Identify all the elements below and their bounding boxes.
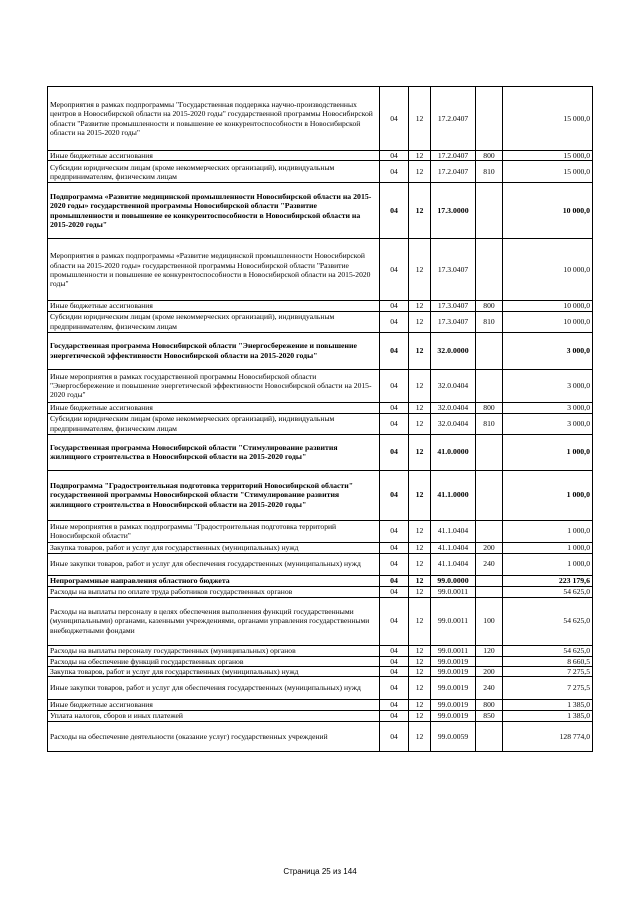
row-subsection-cell: 12 (409, 161, 431, 183)
row-subsection-cell: 12 (409, 520, 431, 542)
row-subsection-cell: 12 (409, 677, 431, 700)
table-row (48, 402, 593, 413)
row-amount-cell: 3 000,0 (503, 369, 593, 402)
row-expense-type-cell (476, 656, 503, 666)
row-amount-cell: 7 275,5 (503, 666, 593, 676)
row-section-cell: 04 (380, 332, 409, 369)
row-amount-cell: 10 000,0 (503, 301, 593, 311)
row-name-cell: Иные бюджетные ассигнования (48, 151, 380, 161)
row-expense-type-cell: 810 (476, 311, 503, 332)
table-row (48, 520, 593, 542)
row-section-cell: 04 (380, 470, 409, 520)
row-name-cell: Иные бюджетные ассигнования (48, 301, 380, 311)
row-expense-type-cell: 800 (476, 301, 503, 311)
row-expense-type-cell (476, 722, 503, 752)
row-name-cell: Иные бюджетные ассигнования (48, 402, 380, 413)
row-amount-cell: 1 000,0 (503, 553, 593, 575)
row-name-cell: Расходы на обеспечение деятельности (оказание услуг) государственных учреждений (48, 722, 380, 752)
row-amount-cell: 1 000,0 (503, 520, 593, 542)
row-name-cell: Субсидии юридическим лицам (кроме некоммерческих организаций), индивидуальным предпринимателям, физическим лицам (48, 311, 380, 332)
row-expense-type-cell: 100 (476, 597, 503, 645)
row-section-cell: 04 (380, 586, 409, 597)
row-name-cell: Государственная программа Новосибирской области "Энергосбережение и повышение энергетической эффективности Новосибирской области на 2015-2020 годы" (48, 332, 380, 369)
row-section-cell: 04 (380, 161, 409, 183)
row-expense-type-cell (476, 183, 503, 239)
budget-table (47, 86, 593, 752)
row-subsection-cell: 12 (409, 332, 431, 369)
row-target-article-cell: 41.0.0000 (431, 434, 476, 470)
row-amount-cell: 1 000,0 (503, 470, 593, 520)
table-row (48, 645, 593, 656)
row-section-cell: 04 (380, 575, 409, 586)
budget-table-body (48, 87, 593, 752)
row-target-article-cell: 17.2.0407 (431, 161, 476, 183)
row-target-article-cell: 99.0.0059 (431, 722, 476, 752)
row-name-cell: Подпрограмма "Градостроительная подготовка территорий Новосибирской области" государственной программы Новосибирской области "Стимулирование развития жилищного строительства в Новосибирской области на 2015-2020 годы" (48, 470, 380, 520)
row-subsection-cell: 12 (409, 402, 431, 413)
row-target-article-cell: 17.3.0407 (431, 239, 476, 301)
row-expense-type-cell: 800 (476, 700, 503, 711)
row-target-article-cell: 99.0.0019 (431, 666, 476, 676)
row-expense-type-cell (476, 332, 503, 369)
row-amount-cell: 3 000,0 (503, 402, 593, 413)
row-expense-type-cell: 200 (476, 666, 503, 676)
row-expense-type-cell: 800 (476, 402, 503, 413)
row-subsection-cell: 12 (409, 666, 431, 676)
row-expense-type-cell: 810 (476, 413, 503, 434)
table-row (48, 656, 593, 666)
row-target-article-cell: 99.0.0019 (431, 677, 476, 700)
row-amount-cell: 54 625,0 (503, 645, 593, 656)
row-name-cell: Подпрограмма «Развитие медицинской промышленности Новосибирской области на 2015-2020 годы» государственной программы Новосибирской области "Развитие промышленности и повышение ее конкурентоспособности в Новосибирской области на 2015-2020 годы" (48, 183, 380, 239)
row-subsection-cell: 12 (409, 553, 431, 575)
row-expense-type-cell: 850 (476, 711, 503, 722)
row-subsection-cell: 12 (409, 586, 431, 597)
row-target-article-cell: 41.1.0404 (431, 542, 476, 553)
row-section-cell: 04 (380, 301, 409, 311)
row-target-article-cell: 99.0.0011 (431, 586, 476, 597)
row-section-cell: 04 (380, 597, 409, 645)
row-section-cell: 04 (380, 311, 409, 332)
row-name-cell: Уплата налогов, сборов и иных платежей (48, 711, 380, 722)
table-row (48, 711, 593, 722)
row-subsection-cell: 12 (409, 301, 431, 311)
row-amount-cell: 128 774,0 (503, 722, 593, 752)
row-name-cell: Мероприятия в рамках подпрограммы «Развитие медицинской промышленности Новосибирской области на 2015-2020 годы» государственной программы Новосибирской области "Развитие промышленности и повышение ее конкурентоспособности в Новосибирской области на 2015-2020 годы" (48, 239, 380, 301)
row-subsection-cell: 12 (409, 645, 431, 656)
row-name-cell: Закупка товаров, работ и услуг для государственных (муниципальных) нужд (48, 666, 380, 676)
table-row (48, 434, 593, 470)
row-section-cell: 04 (380, 677, 409, 700)
row-section-cell: 04 (380, 369, 409, 402)
row-name-cell: Непрограммные направления областного бюджета (48, 575, 380, 586)
row-expense-type-cell: 240 (476, 553, 503, 575)
table-row (48, 151, 593, 161)
row-expense-type-cell (476, 520, 503, 542)
row-subsection-cell: 12 (409, 597, 431, 645)
row-section-cell: 04 (380, 711, 409, 722)
row-name-cell: Расходы на выплаты персоналу в целях обеспечения выполнения функций государственными (муниципальными) органами, казенными учреждениями, органами управления государственными внебюджетными фондами (48, 597, 380, 645)
row-section-cell: 04 (380, 666, 409, 676)
row-expense-type-cell (476, 586, 503, 597)
row-subsection-cell: 12 (409, 656, 431, 666)
row-name-cell: Расходы на выплаты персоналу государственных (муниципальных) органов (48, 645, 380, 656)
row-subsection-cell: 12 (409, 87, 431, 151)
table-row (48, 470, 593, 520)
row-section-cell: 04 (380, 520, 409, 542)
row-expense-type-cell: 800 (476, 151, 503, 161)
row-name-cell: Закупка товаров, работ и услуг для государственных (муниципальных) нужд (48, 542, 380, 553)
row-subsection-cell: 12 (409, 700, 431, 711)
row-target-article-cell: 41.1.0404 (431, 520, 476, 542)
row-section-cell: 04 (380, 87, 409, 151)
row-name-cell: Мероприятия в рамках подпрограммы "Государственная поддержка научно-производственных центров в Новосибирской области на 2015-2020 годы" государственной программы Новосибирской области "Развитие промышленности и повышение ее конкурентоспособности в Новосибирской области на 2015-2020 годы" (48, 87, 380, 151)
row-section-cell: 04 (380, 151, 409, 161)
row-amount-cell: 54 625,0 (503, 586, 593, 597)
table-row (48, 666, 593, 676)
row-subsection-cell: 12 (409, 369, 431, 402)
row-amount-cell: 10 000,0 (503, 311, 593, 332)
row-target-article-cell: 17.2.0407 (431, 87, 476, 151)
row-amount-cell: 3 000,0 (503, 413, 593, 434)
table-row (48, 239, 593, 301)
row-section-cell: 04 (380, 434, 409, 470)
table-row (48, 311, 593, 332)
row-amount-cell: 1 000,0 (503, 542, 593, 553)
row-expense-type-cell: 810 (476, 161, 503, 183)
table-row (48, 700, 593, 711)
row-expense-type-cell (476, 470, 503, 520)
row-expense-type-cell (476, 239, 503, 301)
row-name-cell: Субсидии юридическим лицам (кроме некоммерческих организаций), индивидуальным предпринимателям, физическим лицам (48, 161, 380, 183)
row-target-article-cell: 99.0.0011 (431, 597, 476, 645)
row-target-article-cell: 99.0.0019 (431, 700, 476, 711)
row-section-cell: 04 (380, 645, 409, 656)
table-row (48, 677, 593, 700)
row-expense-type-cell: 120 (476, 645, 503, 656)
row-target-article-cell: 32.0.0404 (431, 369, 476, 402)
row-name-cell: Иные бюджетные ассигнования (48, 700, 380, 711)
row-subsection-cell: 12 (409, 311, 431, 332)
row-amount-cell: 1 385,0 (503, 711, 593, 722)
row-amount-cell: 223 179,6 (503, 575, 593, 586)
row-expense-type-cell (476, 369, 503, 402)
row-target-article-cell: 99.0.0019 (431, 656, 476, 666)
row-section-cell: 04 (380, 700, 409, 711)
row-target-article-cell: 41.1.0000 (431, 470, 476, 520)
row-target-article-cell: 17.2.0407 (431, 151, 476, 161)
row-expense-type-cell: 200 (476, 542, 503, 553)
row-section-cell: 04 (380, 402, 409, 413)
table-row (48, 87, 593, 151)
row-amount-cell: 8 660,5 (503, 656, 593, 666)
row-target-article-cell: 32.0.0000 (431, 332, 476, 369)
table-row (48, 586, 593, 597)
row-target-article-cell: 32.0.0404 (431, 402, 476, 413)
row-target-article-cell: 99.0.0019 (431, 711, 476, 722)
page-footer: Страница 25 из 144 (283, 867, 357, 876)
table-row (48, 369, 593, 402)
row-name-cell: Иные закупки товаров, работ и услуг для обеспечения государственных (муниципальных) нужд (48, 553, 380, 575)
table-row (48, 553, 593, 575)
table-row (48, 542, 593, 553)
row-name-cell: Государственная программа Новосибирской области "Стимулирование развития жилищного строительства в Новосибирской области на 2015-2020 годы" (48, 434, 380, 470)
row-subsection-cell: 12 (409, 434, 431, 470)
table-row (48, 597, 593, 645)
row-subsection-cell: 12 (409, 542, 431, 553)
row-target-article-cell: 17.3.0000 (431, 183, 476, 239)
row-section-cell: 04 (380, 239, 409, 301)
table-row (48, 413, 593, 434)
row-subsection-cell: 12 (409, 413, 431, 434)
row-target-article-cell: 17.3.0407 (431, 301, 476, 311)
row-subsection-cell: 12 (409, 239, 431, 301)
row-target-article-cell: 17.3.0407 (431, 311, 476, 332)
row-amount-cell: 15 000,0 (503, 87, 593, 151)
row-target-article-cell: 99.0.0011 (431, 645, 476, 656)
row-amount-cell: 15 000,0 (503, 151, 593, 161)
table-row (48, 722, 593, 752)
row-name-cell: Иные закупки товаров, работ и услуг для обеспечения государственных (муниципальных) нужд (48, 677, 380, 700)
row-subsection-cell: 12 (409, 711, 431, 722)
row-expense-type-cell: 240 (476, 677, 503, 700)
row-name-cell: Расходы на обеспечение функций государственных органов (48, 656, 380, 666)
table-row (48, 332, 593, 369)
row-subsection-cell: 12 (409, 470, 431, 520)
table-row (48, 161, 593, 183)
row-name-cell: Иные мероприятия в рамках государственной программы Новосибирской области "Энергосбережение и повышение энергетической эффективности Новосибирской области на 2015- 2020 годы" (48, 369, 380, 402)
row-expense-type-cell (476, 575, 503, 586)
row-section-cell: 04 (380, 183, 409, 239)
table-row (48, 183, 593, 239)
row-section-cell: 04 (380, 656, 409, 666)
row-subsection-cell: 12 (409, 151, 431, 161)
row-name-cell: Расходы на выплаты по оплате труда работников государственных органов (48, 586, 380, 597)
row-amount-cell: 10 000,0 (503, 183, 593, 239)
row-amount-cell: 3 000,0 (503, 332, 593, 369)
table-row (48, 301, 593, 311)
row-subsection-cell: 12 (409, 183, 431, 239)
row-amount-cell: 15 000,0 (503, 161, 593, 183)
row-subsection-cell: 12 (409, 575, 431, 586)
row-amount-cell: 1 385,0 (503, 700, 593, 711)
row-section-cell: 04 (380, 553, 409, 575)
row-name-cell: Субсидии юридическим лицам (кроме некоммерческих организаций), индивидуальным предпринимателям, физическим лицам (48, 413, 380, 434)
row-amount-cell: 10 000,0 (503, 239, 593, 301)
row-target-article-cell: 32.0.0404 (431, 413, 476, 434)
row-amount-cell: 7 275,5 (503, 677, 593, 700)
row-amount-cell: 54 625,0 (503, 597, 593, 645)
row-section-cell: 04 (380, 722, 409, 752)
row-subsection-cell: 12 (409, 722, 431, 752)
row-expense-type-cell (476, 434, 503, 470)
table-row (48, 575, 593, 586)
row-section-cell: 04 (380, 542, 409, 553)
row-expense-type-cell (476, 87, 503, 151)
row-amount-cell: 1 000,0 (503, 434, 593, 470)
row-section-cell: 04 (380, 413, 409, 434)
row-target-article-cell: 41.1.0404 (431, 553, 476, 575)
row-name-cell: Иные мероприятия в рамках подпрограммы "Градостроительная подготовка территорий Новосибирской области" (48, 520, 380, 542)
row-target-article-cell: 99.0.0000 (431, 575, 476, 586)
